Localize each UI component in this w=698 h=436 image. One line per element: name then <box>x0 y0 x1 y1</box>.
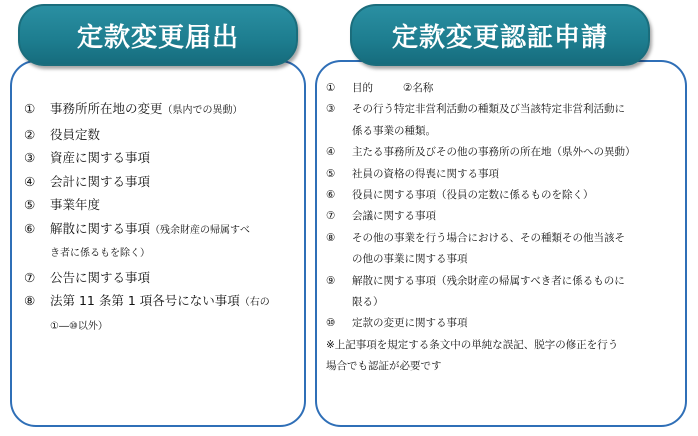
item-number: ④ <box>326 146 336 159</box>
list-item <box>326 99 680 120</box>
item-text: 法第 11 条第 1 項各号にない事項 <box>50 293 240 308</box>
item-note: （県内での異動） <box>162 105 243 116</box>
item-note: （残余財産の帰属すべ <box>150 224 250 236</box>
item-text: 会議に関する事項 <box>352 210 436 223</box>
footnote-line-1: ※上記事項を規定する条文中の単純な誤記、脱字の修正を行う <box>326 338 619 351</box>
item-text: 定款の変更に関する事項 <box>352 317 468 330</box>
list-item <box>326 313 680 334</box>
item-number: ② <box>403 82 413 94</box>
left-item-list <box>24 97 296 338</box>
item-text: 資産に関する事項 <box>50 150 151 165</box>
item-text: その行う特定非営利活動の種類及び当該特定非営利活動に <box>352 103 625 116</box>
left-title-banner <box>18 4 298 66</box>
footnote-line-2: 場合でも認証が必要です <box>326 360 442 373</box>
item-continuation: 係る事業の種類。 <box>352 124 436 137</box>
left-title: 定款変更届出 <box>76 22 239 53</box>
item-text: 事務所所在地の変更 <box>50 101 163 116</box>
list-item <box>24 146 296 170</box>
item-number: ⑥ <box>326 189 336 202</box>
list-item <box>24 97 296 123</box>
list-item <box>326 78 680 99</box>
item-text: 公告に関する事項 <box>50 269 151 285</box>
list-item <box>24 123 296 147</box>
item-text: 解散に関する事項（残余財産の帰属すべき者に係るものに <box>352 274 625 287</box>
list-item <box>24 170 296 194</box>
item-number: ⑦ <box>326 210 336 223</box>
item-number: ⑤ <box>326 167 336 180</box>
item-number: ⑨ <box>326 274 336 287</box>
item-number: ④ <box>24 173 36 189</box>
item-number: ⑤ <box>24 197 36 212</box>
right-item-list <box>326 78 680 378</box>
list-item <box>326 185 680 206</box>
item-number: ③ <box>326 103 336 116</box>
item-text: 会計に関する事項 <box>50 173 151 189</box>
list-item <box>326 228 680 249</box>
item-text: 解散に関する事項 <box>50 220 151 236</box>
item-text: その他の事業を行う場合における、その種類その他当該そ <box>352 231 625 244</box>
item-number: ⑩ <box>326 317 336 330</box>
item-number: ⑧ <box>24 293 36 308</box>
item-text: 主たる事務所及びその他の事務所の所在地（県外への異動） <box>352 146 636 159</box>
item-number: ③ <box>24 150 36 165</box>
item-continuation: 限る） <box>352 296 384 309</box>
item-continuation: の他の事業に関する事項 <box>352 253 468 266</box>
item-continuation: き者に係るもを除く） <box>50 248 150 259</box>
list-item <box>24 266 296 290</box>
item-number: ⑥ <box>24 220 36 236</box>
item-text: 役員に関する事項（役員の定数に係るものを除く） <box>352 189 594 202</box>
item-text: 名称 <box>412 82 434 94</box>
item-text: 目的 <box>352 82 373 94</box>
item-number: ① <box>24 101 36 116</box>
list-item <box>24 217 296 243</box>
item-continuation: ①―⑩以外） <box>50 320 108 332</box>
item-text: 役員定数 <box>50 126 101 142</box>
item-note: （右の <box>239 297 270 308</box>
item-text: 社員の資格の得喪に関する事項 <box>352 167 499 180</box>
item-number: ⑧ <box>326 231 336 244</box>
right-title: 定款変更認証申請 <box>391 22 608 53</box>
list-item <box>326 271 680 292</box>
item-text: 事業年度 <box>50 197 101 212</box>
item-number: ② <box>24 126 36 142</box>
list-item <box>24 193 296 217</box>
right-title-banner <box>350 4 650 66</box>
list-item <box>326 164 680 185</box>
item-number: ① <box>326 82 336 94</box>
list-item <box>326 206 680 227</box>
list-item <box>326 142 680 163</box>
list-item <box>24 289 296 315</box>
item-number: ⑦ <box>24 269 36 285</box>
